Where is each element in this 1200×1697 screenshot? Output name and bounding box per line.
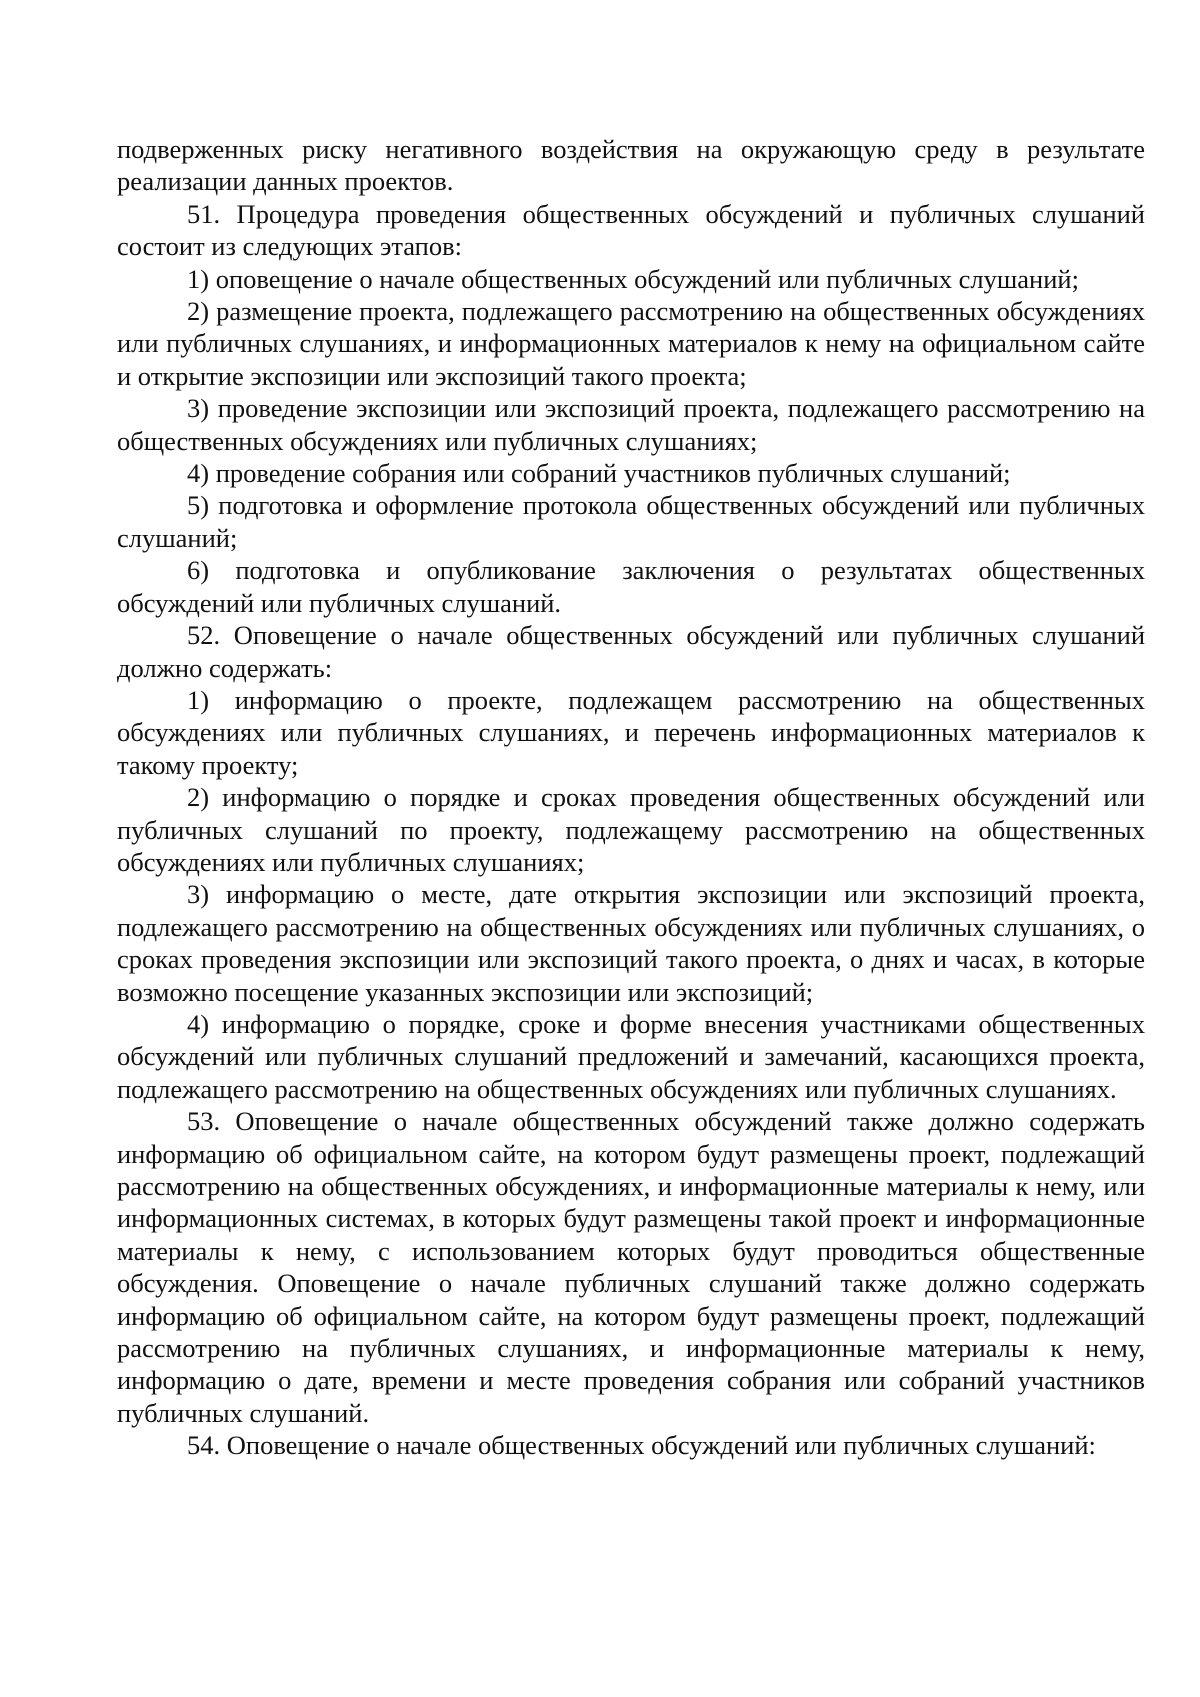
list-item-52-4: 4) информацию о порядке, сроке и форме внесения участниками общественных обсуждений или публичных слушаний предложений и замечаний, касающихся проекта, подлежащего рассмотрению на общественных обсуждениях или публичных слушаниях. (117, 1008, 1145, 1104)
list-item-51-5: 5) подготовка и оформление протокола общественных обсуждений или публичных слушаний; (117, 490, 1145, 553)
list-item-51-6: 6) подготовка и опубликование заключения о результатах общественных обсуждений или публичных слушаний. (117, 555, 1145, 618)
document-body (117, 133, 1145, 1462)
list-item-51-3: 3) проведение экспозиции или экспозиций проекта, подлежащего рассмотрению на общественных обсуждениях или публичных слушаниях; (117, 393, 1145, 456)
list-item-52-2: 2) информацию о порядке и сроках проведения общественных обсуждений или публичных слушаний по проекту, подлежащему рассмотрению на общественных обсуждениях или публичных слушаниях; (117, 782, 1145, 877)
list-item-52-3: 3) информацию о месте, дате открытия экспозиции или экспозиций проекта, подлежащего рассмотрению на общественных обсуждениях или публичных слушаниях, о сроках проведения экспозиции или экспозиций такого проекта, о днях и часах, в которые возможно посещение указанных экспозиции или экспозиций; (117, 879, 1145, 1007)
list-item-51-4: 4) проведение собрания или собраний участников публичных слушаний; (187, 458, 1011, 489)
paragraph-53: 53. Оповещение о начале общественных обсуждений также должно содержать информацию об официальном сайте, на котором будут размещены проект, подлежащий рассмотрению на общественных обсуждениях, и информационные материалы к нему, или информационных системах, в которых будут размещены такой проект и информационные материалы к нему, с использованием которых будут проводиться общественные обсуждения. Оповещение о начале публичных слушаний также должно содержать информацию об официальном сайте, на котором будут размещены проект, подлежащий рассмотрению на публичных слушаниях, и информационные материалы к нему, информацию о дате, времени и месте проведения собрания или собраний участников публичных слушаний. (117, 1106, 1145, 1428)
list-item-51-1: 1) оповещение о начале общественных обсуждений или публичных слушаний; (187, 263, 1079, 294)
paragraph-54: 54. Оповещение о начале общественных обсуждений или публичных слушаний: (187, 1430, 1096, 1461)
list-item-51-2: 2) размещение проекта, подлежащего рассмотрению на общественных обсуждениях или публичных слушаниях, и информационных материалов к нему на официальном сайте и открытие экспозиции или экспозиций такого проекта; (117, 296, 1145, 391)
list-item-52-1: 1) информацию о проекте, подлежащем рассмотрению на общественных обсуждениях или публичных слушаниях, и перечень информационных материалов к такому проекту; (117, 684, 1145, 780)
paragraph-51: 51. Процедура проведения общественных обсуждений и публичных слушаний состоит из следующих этапов: (117, 198, 1145, 262)
paragraph-continuation: подверженных риску негативного воздействия на окружающую среду в результате реализации данных проектов. (117, 134, 1145, 197)
paragraph-52: 52. Оповещение о начале общественных обсуждений или публичных слушаний должно содержать: (117, 620, 1145, 683)
